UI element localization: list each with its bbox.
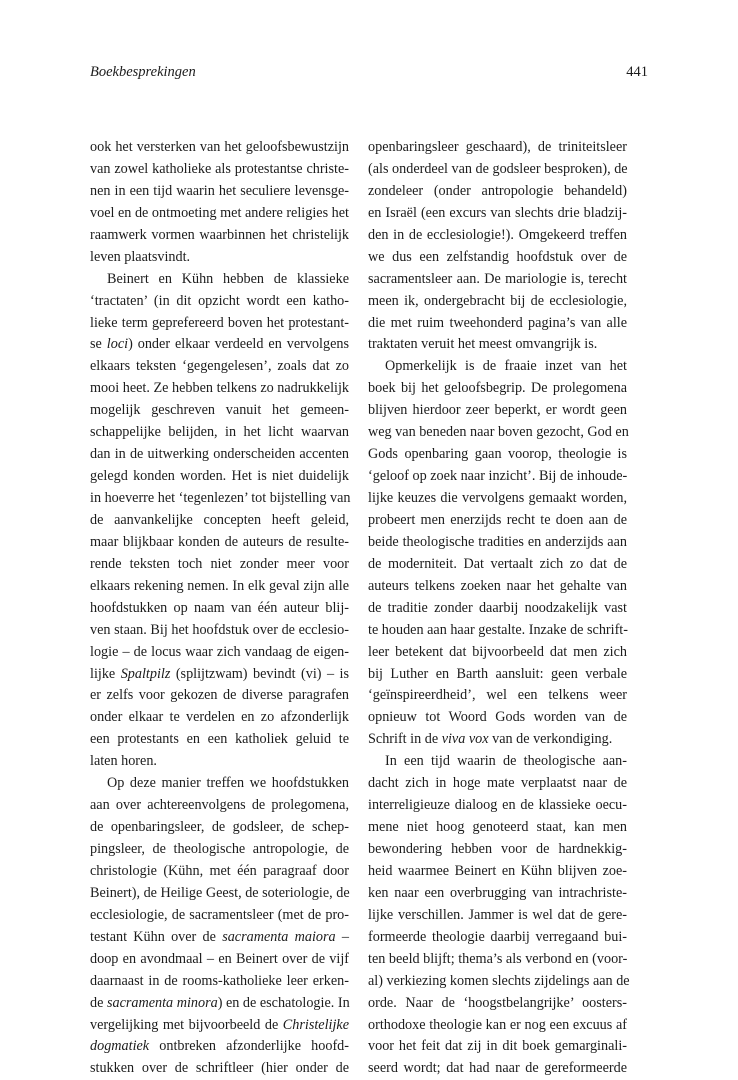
text-line: [90, 685, 349, 707]
text-run: (als onderdeel van de godsleer besproken), de: [368, 160, 628, 177]
italic-run: dogmatiek: [90, 1038, 150, 1055]
text-line: [368, 203, 627, 225]
text-line: [90, 664, 349, 686]
text-run: leer betekent dat bijvoorbeeld dat men zich: [368, 643, 627, 660]
text-line: [90, 356, 349, 378]
text-line: [368, 137, 627, 159]
italic-run: viva vox: [441, 731, 489, 748]
text-run: ) en de eschatologie. In: [217, 994, 350, 1011]
text-run: te houden aan haar gestalte. Inzake de schrift-: [368, 621, 628, 638]
text-run: Op deze manier treffen we hoofdstukken: [107, 775, 349, 792]
text-run: en Israël (een excurs van slechts drie bladzij-: [368, 204, 627, 221]
text-line: [368, 817, 627, 839]
text-line: [90, 861, 349, 883]
italic-run: loci: [106, 336, 129, 353]
text-run: ven staan. Bij het hoofdstuk over de ecclesio-: [90, 621, 349, 638]
text-line: [368, 707, 627, 729]
text-run: dan in de uitwerking onderscheiden accenten: [90, 446, 349, 463]
text-line: [90, 927, 349, 949]
text-run: testant Kühn over de: [90, 928, 223, 945]
text-run: de aanvankelijke concepten heeft geleid,: [90, 511, 349, 528]
text-line: [368, 751, 627, 773]
text-run: voel en de ontmoeting met andere religies het: [90, 204, 349, 221]
text-run: we dus een zelfstandig hoofdstuk over de: [368, 248, 627, 265]
text-line: [368, 269, 627, 291]
text-line: [90, 510, 349, 532]
text-run: daarnaast in de rooms-katholieke leer erken-: [90, 972, 349, 989]
text-run: lijke keuzes die vervolgens gemaakt worden,: [368, 490, 627, 506]
text-run: interreligieuze dialoog en de klassieke oecu-: [368, 797, 627, 814]
text-line: [90, 159, 349, 181]
text-run: mogelijk geschreven vanuit het gemeen-: [90, 402, 349, 419]
text-line: [90, 1058, 349, 1080]
text-run: –: [335, 928, 349, 945]
text-run: ten beeld blijft; thema’s als verbond en (voor-: [368, 950, 628, 967]
text-run: raamwerk vormen waarbinnen het christelijk: [90, 226, 349, 243]
text-run: logie – de locus waar zich vandaag de eigen-: [90, 643, 349, 660]
text-run: orde. Naar de ‘hoogstbelangrijke’ oosters-: [368, 994, 627, 1011]
text-run: Beinert en Kühn hebben de klassieke: [107, 270, 349, 287]
text-line: [90, 817, 349, 839]
text-run: de moderniteit. Dat vertaalt zich zo dat de: [368, 555, 627, 572]
text-line: [90, 883, 349, 905]
text-run: zondeleer (onder antropologie behandeld): [368, 182, 627, 199]
text-line: [90, 729, 349, 751]
text-line: [90, 795, 349, 817]
text-run: traktaten veruit het meest omvangrijk is.: [368, 336, 598, 353]
text-line: [368, 685, 627, 707]
text-run: elkaars rekening nemen. In elk geval zijn alle: [90, 577, 349, 594]
text-run: lijke: [90, 665, 121, 682]
page-number: 441: [626, 64, 648, 80]
text-run: boek bij het geloofsbegrip. De prolegomena: [368, 380, 627, 397]
text-line: [90, 1015, 349, 1037]
text-line: [90, 181, 349, 203]
text-line: [368, 949, 627, 971]
text-line: [368, 971, 630, 993]
text-run: lieke term geprefereerd boven het protestant-: [90, 314, 349, 331]
text-run: schappelijke belijden, in het licht waarvan: [90, 424, 349, 441]
text-line: [90, 225, 349, 247]
text-run: ken naar een overbrugging van intrachriste-: [368, 884, 627, 901]
text-line: [368, 620, 627, 642]
text-run: auteurs telkens zoeken naar het gehalte van: [368, 577, 627, 594]
text-run: maar blijkbaar konden de auteurs de resulte-: [90, 533, 349, 550]
italic-run: Christelijke: [282, 1016, 349, 1033]
text-run: bewondering hebben voor de hardnekkig-: [368, 841, 627, 857]
text-line: [368, 729, 627, 751]
text-run: In een tijd waarin de theologische aan-: [385, 753, 627, 770]
text-line: [90, 488, 349, 510]
text-run: de traditie zonder daarbij noodzakelijk vast: [368, 599, 627, 616]
text-line: [90, 773, 349, 795]
text-run: elkaars teksten ‘gegengelesen’, zoals dat zo: [90, 358, 349, 375]
text-run: (splijtzwam) bevindt (vi) – is: [170, 665, 349, 682]
left-column: [90, 137, 349, 1080]
text-line: [368, 1058, 627, 1080]
text-line: [368, 861, 627, 883]
text-line: [368, 159, 627, 181]
text-line: [90, 905, 349, 927]
text-run: ‘geïnspireerdheid’, wel een telkens weer: [368, 687, 627, 704]
italic-run: sacramenta minora: [106, 994, 218, 1011]
text-line: [368, 444, 627, 466]
text-line: [368, 378, 627, 400]
text-run: blijven hierdoor zeer beperkt, er wordt geen: [368, 402, 627, 419]
text-line: [368, 1036, 627, 1058]
text-line: [368, 313, 627, 335]
text-run: opnieuw tot Woord Gods worden van de: [368, 709, 627, 726]
text-line: [368, 488, 627, 510]
text-run: den in de ecclesiologie!). Omgekeerd treffen: [368, 226, 627, 243]
text-line: [90, 993, 349, 1015]
text-run: mooi heet. Ze hebben telkens zo nadrukkelijk: [90, 380, 349, 397]
text-run: ecclesiologie, de sacramentsleer (met de pro-: [90, 906, 349, 923]
text-line: [368, 422, 627, 444]
text-line: [368, 883, 627, 905]
text-run: ‘geloof op zoek naar inzicht’. Bij de inhoude-: [368, 468, 628, 485]
text-run: aan over achtereenvolgens de prolegomena,: [90, 797, 349, 814]
text-line: [368, 466, 627, 488]
text-run: beide theologische tradities en anderzijds aan: [368, 533, 627, 550]
text-run: de openbaringsleer, de godsleer, de schep-: [90, 819, 349, 836]
text-line: [90, 378, 349, 400]
text-line: [368, 181, 627, 203]
text-run: lijke verschillen. Jammer is wel dat de gere-: [368, 906, 627, 923]
text-line: [90, 247, 349, 269]
text-run: nen in een tijd waarin het seculiere levensge-: [90, 182, 349, 199]
text-line: [90, 642, 349, 664]
text-run: rende teksten toch niet zonder meer voor: [90, 555, 349, 572]
text-line: [368, 993, 627, 1015]
text-run: hoofdstukken op naam van één auteur blij-: [90, 599, 349, 616]
text-run: in hoeverre het ‘tegenlezen’ tot bijstelling van: [90, 490, 351, 506]
text-line: [368, 356, 627, 378]
text-line: [368, 773, 627, 795]
text-run: ) onder elkaar verdeeld en vervolgens: [128, 336, 349, 353]
text-line: [90, 334, 349, 356]
text-run: leven plaatsvindt.: [90, 248, 191, 265]
text-line: [90, 532, 349, 554]
text-run: ‘tractaten’ (in dit opzicht wordt een katho-: [90, 292, 349, 309]
text-run: dacht zich in hoge mate verplaatst naar de: [368, 775, 627, 792]
text-line: [90, 1036, 349, 1058]
text-line: [90, 576, 349, 598]
text-run: al) verkiezing komen slechts zijdelings aan de: [368, 972, 630, 989]
text-run: Schrift in de: [368, 731, 442, 748]
text-line: [368, 554, 627, 576]
text-line: [90, 971, 349, 993]
text-line: [90, 400, 349, 422]
text-line: [90, 751, 349, 773]
text-line: [368, 905, 627, 927]
text-run: van de verkondiging.: [488, 731, 613, 748]
running-head: Boekbesprekingen: [90, 64, 196, 80]
text-line: [90, 291, 349, 313]
text-run: sacramentsleer aan. De mariologie is, terecht: [368, 270, 627, 287]
text-run: Gods openbaring gaan voorop, theologie is: [368, 446, 627, 463]
text-run: laten horen.: [90, 753, 157, 770]
text-line: [90, 137, 349, 159]
italic-run: Spaltpilz: [120, 665, 171, 682]
text-line: [368, 291, 627, 313]
text-run: vergelijking met bijvoorbeeld de: [90, 1016, 283, 1033]
text-run: Beinert), de Heilige Geest, de soteriologie, de: [90, 884, 350, 901]
text-run: probeert men enerzijds recht te doen aan de: [368, 511, 627, 528]
text-run: een protestants en een katholiek geluid te: [90, 731, 349, 748]
text-run: doop en avondmaal – en Beinert over de vijf: [90, 950, 349, 967]
text-line: [368, 225, 627, 247]
text-run: van zowel katholieke als protestantse christe-: [90, 160, 349, 177]
text-line: [368, 839, 627, 861]
text-line: [90, 707, 349, 729]
text-line: [90, 839, 349, 861]
text-line: [368, 598, 627, 620]
text-line: [368, 927, 627, 949]
text-line: [368, 1015, 627, 1037]
text-run: gelegd konden worden. Het is niet duidelijk: [90, 468, 349, 485]
text-run: mene niet hoog genoteerd staat, kan men: [368, 819, 627, 836]
right-column: [368, 137, 630, 1080]
text-line: [368, 795, 627, 817]
text-run: seerd wordt; dat had naar de gereformeerde: [368, 1060, 627, 1077]
text-line: [90, 203, 349, 225]
text-run: de: [90, 994, 107, 1011]
text-line: [90, 949, 349, 971]
italic-run: sacramenta maiora: [222, 928, 336, 945]
text-run: stukken over de schriftleer (hier onder de: [90, 1060, 349, 1077]
text-run: christologie (Kühn, met één paragraaf door: [90, 862, 349, 879]
text-run: heid waarmee Beinert en Kühn blijven zoe-: [368, 862, 627, 879]
text-line: [368, 642, 627, 664]
text-run: Opmerkelijk is de fraaie inzet van het: [385, 358, 627, 375]
text-line: [368, 400, 627, 422]
text-line: [90, 466, 349, 488]
text-run: weg van beneden naar boven gezocht, God en: [368, 424, 629, 441]
text-line: [368, 334, 627, 356]
text-line: [368, 664, 627, 686]
text-line: [90, 444, 349, 466]
text-line: [90, 598, 349, 620]
text-run: pingsleer, de theologische antropologie, de: [90, 841, 349, 857]
text-run: voor het feit dat zij in dit boek gemarginali-: [368, 1038, 627, 1055]
text-run: openbaringsleer geschaard), de triniteitsleer: [368, 139, 627, 155]
text-run: ontbreken afzonderlijke hoofd-: [149, 1038, 349, 1055]
text-run: orthodoxe theologie kan er nog een excuus af: [368, 1016, 627, 1033]
text-run: er zelfs voor gekozen de diverse paragrafen: [90, 687, 349, 704]
text-run: ook het versterken van het geloofsbewustzijn: [90, 139, 349, 155]
text-run: onder elkaar te verdelen en zo afzonderlijk: [90, 709, 349, 726]
text-line: [90, 313, 349, 335]
text-line: [90, 269, 349, 291]
text-run: bij Luther en Barth aansluit: geen verbale: [368, 665, 627, 682]
text-run: die met ruim tweehonderd pagina’s van alle: [368, 314, 627, 331]
text-line: [90, 554, 349, 576]
text-line: [368, 576, 627, 598]
text-run: se: [90, 336, 107, 353]
text-line: [368, 532, 627, 554]
text-line: [90, 620, 349, 642]
text-run: meen ik, ondergebracht bij de ecclesiologie,: [368, 292, 627, 309]
text-run: formeerde theologie daarbij verregaand bui-: [368, 928, 627, 945]
text-line: [368, 510, 627, 532]
text-line: [90, 422, 349, 444]
text-line: [368, 247, 627, 269]
